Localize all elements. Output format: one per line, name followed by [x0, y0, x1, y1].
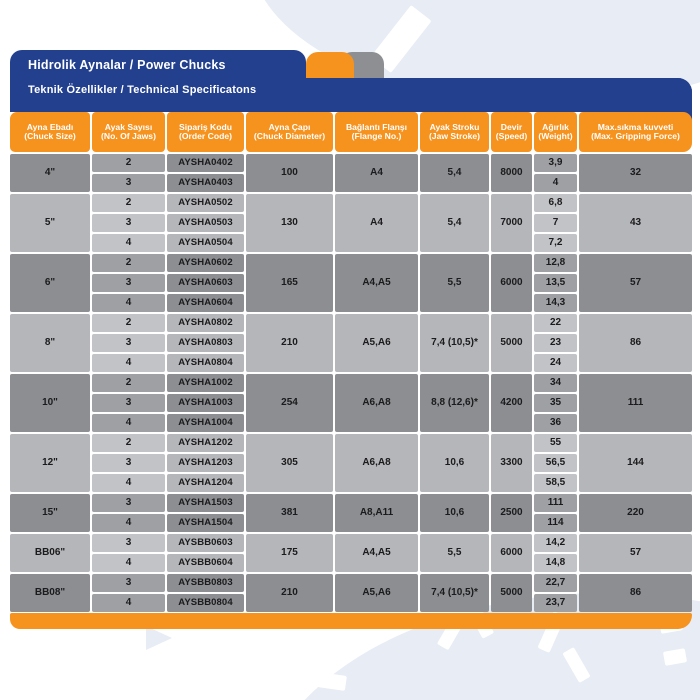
col-header-line1: Ayna Ebadı	[26, 121, 74, 132]
cell-order-code: AYSBB0803	[167, 574, 244, 592]
cell-speed: 2500	[491, 494, 532, 532]
cell-chuck-diameter: 130	[246, 194, 333, 252]
cell-order-code: AYSHA0802	[167, 314, 244, 332]
cell-speed: 7000	[491, 194, 532, 252]
watermark-chevron	[146, 626, 172, 650]
cell-gripping-force: 43	[579, 194, 692, 252]
cell-gripping-force: 57	[579, 534, 692, 572]
col-header-line2: (Order Code)	[179, 131, 232, 141]
col-header-line1: Ayak Sayısı	[104, 121, 153, 132]
cell-jaw-stroke: 7,4 (10,5)*	[420, 574, 489, 612]
col-header-line2: (Max. Gripping Force)	[591, 131, 680, 141]
cell-chuck-size: BB06"	[10, 534, 90, 572]
col-header	[246, 112, 333, 152]
cell-order-code: AYSHA1504	[167, 514, 244, 532]
cell-jaw-count: 3	[92, 574, 165, 592]
cell-weight: 24	[534, 354, 577, 372]
cell-speed: 5000	[491, 574, 532, 612]
cell-weight: 22,7	[534, 574, 577, 592]
cell-weight: 14,2	[534, 534, 577, 552]
page-subtitle: Teknik Özellikler / Technical Specificatons	[28, 84, 257, 96]
cell-weight: 34	[534, 374, 577, 392]
cell-order-code: AYSHA1002	[167, 374, 244, 392]
cell-chuck-diameter: 175	[246, 534, 333, 572]
cell-chuck-diameter: 100	[246, 154, 333, 192]
cell-order-code: AYSBB0604	[167, 554, 244, 572]
cell-jaw-stroke: 10,6	[420, 494, 489, 532]
cell-order-code: AYSHA1004	[167, 414, 244, 432]
cell-speed: 3300	[491, 434, 532, 492]
cell-order-code: AYSHA1003	[167, 394, 244, 412]
col-header	[10, 112, 90, 152]
col-header-line2: (No. Of Jaws)	[101, 131, 156, 141]
cell-flange-no: A4,A5	[335, 534, 418, 572]
cell-jaw-count: 3	[92, 274, 165, 292]
cell-gripping-force: 86	[579, 314, 692, 372]
cell-flange-no: A4,A5	[335, 254, 418, 312]
cell-chuck-diameter: 254	[246, 374, 333, 432]
cell-chuck-size: 10"	[10, 374, 90, 432]
col-header-line2: (Weight)	[538, 131, 573, 141]
cell-speed: 5000	[491, 314, 532, 372]
cell-chuck-diameter: 305	[246, 434, 333, 492]
cell-jaw-count: 4	[92, 554, 165, 572]
cell-gripping-force: 111	[579, 374, 692, 432]
cell-order-code: AYSHA0602	[167, 254, 244, 272]
cell-flange-no: A4	[335, 194, 418, 252]
cell-chuck-size: 8"	[10, 314, 90, 372]
cell-flange-no: A5,A6	[335, 314, 418, 372]
cell-jaw-stroke: 8,8 (12,6)*	[420, 374, 489, 432]
cell-order-code: AYSHA0504	[167, 234, 244, 252]
cell-weight: 36	[534, 414, 577, 432]
col-header	[491, 112, 532, 152]
col-header-line1: Bağlantı Flanşı	[345, 121, 408, 132]
cell-weight: 23	[534, 334, 577, 352]
cell-flange-no: A4	[335, 154, 418, 192]
cell-gripping-force: 57	[579, 254, 692, 312]
cell-weight: 56,5	[534, 454, 577, 472]
cell-weight: 6,8	[534, 194, 577, 212]
col-header	[420, 112, 489, 152]
cell-order-code: AYSHA1204	[167, 474, 244, 492]
cell-jaw-stroke: 10,6	[420, 434, 489, 492]
cell-chuck-size: 4"	[10, 154, 90, 192]
watermark-letter-mark	[320, 640, 350, 659]
cell-speed: 4200	[491, 374, 532, 432]
col-header	[92, 112, 165, 152]
cell-jaw-count: 3	[92, 534, 165, 552]
cell-weight: 12,8	[534, 254, 577, 272]
cell-jaw-count: 4	[92, 594, 165, 612]
cell-flange-no: A8,A11	[335, 494, 418, 532]
cell-chuck-diameter: 381	[246, 494, 333, 532]
cell-jaw-count: 2	[92, 314, 165, 332]
cell-gripping-force: 32	[579, 154, 692, 192]
cell-order-code: AYSBB0603	[167, 534, 244, 552]
col-header-line1: Max.sıkma kuvveti	[597, 121, 674, 132]
cell-gripping-force: 86	[579, 574, 692, 612]
cell-order-code: AYSHA0502	[167, 194, 244, 212]
cell-chuck-size: 12"	[10, 434, 90, 492]
cell-order-code: AYSHA1203	[167, 454, 244, 472]
cell-weight: 7	[534, 214, 577, 232]
cell-jaw-count: 3	[92, 214, 165, 232]
col-header	[534, 112, 577, 152]
cell-chuck-diameter: 210	[246, 314, 333, 372]
cell-order-code: AYSHA0402	[167, 154, 244, 172]
col-header-line1: Devir	[500, 121, 523, 132]
cell-jaw-count: 4	[92, 354, 165, 372]
cell-weight: 3,9	[534, 154, 577, 172]
cell-jaw-count: 2	[92, 194, 165, 212]
cell-order-code: AYSHA0803	[167, 334, 244, 352]
cell-weight: 4	[534, 174, 577, 192]
cell-jaw-count: 4	[92, 414, 165, 432]
cell-jaw-count: 4	[92, 234, 165, 252]
col-header	[335, 112, 418, 152]
cell-jaw-count: 2	[92, 254, 165, 272]
page-title: Hidrolik Aynalar / Power Chucks	[28, 58, 226, 72]
cell-jaw-stroke: 5,5	[420, 254, 489, 312]
cell-gripping-force: 220	[579, 494, 692, 532]
cell-jaw-count: 4	[92, 474, 165, 492]
cell-order-code: AYSHA1202	[167, 434, 244, 452]
cell-jaw-count: 4	[92, 294, 165, 312]
col-header-line1: Ayak Stroku	[429, 121, 480, 132]
cell-weight: 13,5	[534, 274, 577, 292]
col-header-line1: Ayna Çapı	[268, 121, 311, 132]
cell-order-code: AYSHA1503	[167, 494, 244, 512]
table-bottom-accent	[10, 613, 692, 629]
cell-order-code: AYSHA0603	[167, 274, 244, 292]
cell-jaw-count: 3	[92, 394, 165, 412]
cell-jaw-stroke: 5,4	[420, 194, 489, 252]
col-header	[167, 112, 244, 152]
col-header	[579, 112, 692, 152]
cell-chuck-size: 6"	[10, 254, 90, 312]
watermark-letter-mark	[278, 634, 299, 651]
col-header-line2: (Chuck Diameter)	[253, 131, 326, 141]
cell-weight: 111	[534, 494, 577, 512]
cell-jaw-count: 3	[92, 174, 165, 192]
col-header-line2: (Flange No.)	[351, 131, 402, 141]
cell-chuck-diameter: 165	[246, 254, 333, 312]
cell-flange-no: A6,A8	[335, 434, 418, 492]
cell-weight: 14,8	[534, 554, 577, 572]
cell-jaw-count: 3	[92, 334, 165, 352]
cell-weight: 7,2	[534, 234, 577, 252]
cell-weight: 14,3	[534, 294, 577, 312]
cell-weight: 23,7	[534, 594, 577, 612]
cell-jaw-count: 2	[92, 374, 165, 392]
cell-jaw-count: 3	[92, 494, 165, 512]
cell-jaw-count: 2	[92, 154, 165, 172]
col-header-line2: (Jaw Stroke)	[428, 131, 481, 141]
cell-jaw-count: 4	[92, 514, 165, 532]
col-header-line1: Ağırlık	[542, 121, 569, 132]
cell-weight: 35	[534, 394, 577, 412]
cell-speed: 8000	[491, 154, 532, 192]
cell-gripping-force: 144	[579, 434, 692, 492]
cell-weight: 114	[534, 514, 577, 532]
cell-chuck-diameter: 210	[246, 574, 333, 612]
cell-order-code: AYSHA0503	[167, 214, 244, 232]
spec-table	[10, 112, 692, 612]
cell-flange-no: A5,A6	[335, 574, 418, 612]
cell-jaw-count: 2	[92, 434, 165, 452]
cell-order-code: AYSHA0804	[167, 354, 244, 372]
col-header-line2: (Chuck Size)	[24, 131, 76, 141]
cell-order-code: AYSHA0604	[167, 294, 244, 312]
cell-jaw-count: 3	[92, 454, 165, 472]
cell-speed: 6000	[491, 254, 532, 312]
cell-speed: 6000	[491, 534, 532, 572]
cell-weight: 22	[534, 314, 577, 332]
col-header-line2: (Speed)	[495, 131, 528, 141]
cell-chuck-size: BB08"	[10, 574, 90, 612]
cell-jaw-stroke: 5,5	[420, 534, 489, 572]
cell-order-code: AYSHA0403	[167, 174, 244, 192]
cell-flange-no: A6,A8	[335, 374, 418, 432]
cell-jaw-stroke: 7,4 (10,5)*	[420, 314, 489, 372]
cell-jaw-stroke: 5,4	[420, 154, 489, 192]
cell-chuck-size: 5"	[10, 194, 90, 252]
cell-chuck-size: 15"	[10, 494, 90, 532]
cell-weight: 55	[534, 434, 577, 452]
col-header-line1: Sipariş Kodu	[178, 121, 232, 132]
cell-weight: 58,5	[534, 474, 577, 492]
cell-order-code: AYSBB0804	[167, 594, 244, 612]
